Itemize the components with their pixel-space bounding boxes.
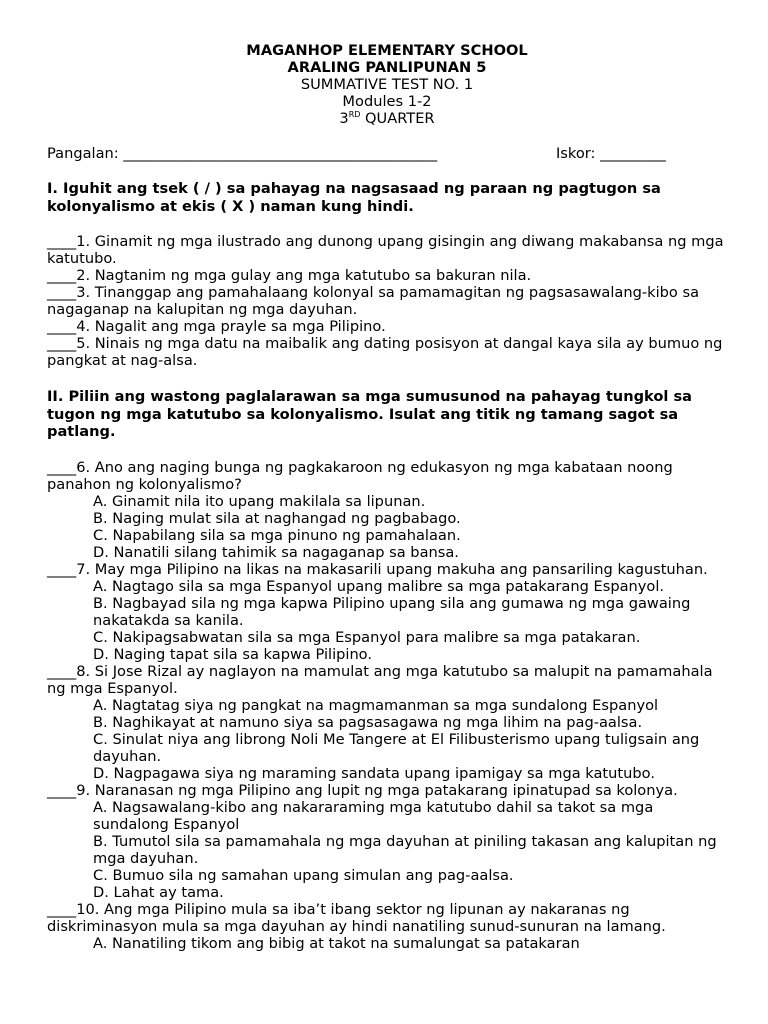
question-7-option-b: B. Nagbayad sila ng mga kapwa Pilipino upang sila ang gumawa ng mga gawaing nakatakda sa kanila. bbox=[93, 594, 691, 629]
question-8-option-b: B. Naghikayat at namuno siya sa pagsasagawa ng mga lihim na pag-aalsa. bbox=[93, 713, 643, 731]
question-7-option-c: C. Nakipagsabwatan sila sa mga Espanyol para malibre sa mga patakaran. bbox=[93, 628, 641, 646]
part1-item-4: ____4. Nagalit ang mga prayle sa mga Pilipino. bbox=[47, 318, 386, 335]
question-7-option-d: D. Naging tapat sila sa kapwa Pilipino. bbox=[93, 645, 372, 663]
part1-item-1: ____1. Ginamit ng mga ilustrado ang dunong upang gisingin ang diwang makabansa ng mga katutubo. bbox=[47, 233, 724, 267]
question-9-option-a: A. Nagsawalang-kibo ang nakararaming mga katutubo dahil sa takot sa mga sundalong Espanyol bbox=[93, 798, 654, 833]
part1-items bbox=[47, 233, 727, 369]
score-field[interactable]: Iskor: _________ bbox=[556, 145, 666, 162]
part1-item-5: ____5. Ninais ng mga datu na maibalik ang dating posisyon at dangal kaya sila ay bumuo ng pangkat at nag-alsa. bbox=[47, 335, 723, 369]
part2-items bbox=[47, 459, 727, 952]
question-8-option-d: D. Nagpagawa siya ng maraming sandata upang ipamigay sa mga katutubo. bbox=[93, 764, 655, 782]
question-8: ____8. Si Jose Rizal ay naglayon na mamulat ang mga katutubo sa malupit na pamamahala ng mga Espanyol. bbox=[47, 662, 713, 697]
test-title: SUMMATIVE TEST NO. 1 bbox=[300, 76, 474, 93]
part1-item-2: ____2. Nagtanim ng mga gulay ang mga katutubo sa bakuran nila. bbox=[47, 267, 532, 284]
part2-instruction: II. Piliin ang wastong paglalarawan sa mga sumusunod na pahayag tungkol sa tugon ng mga katutubo sa kolonyalismo. Isulat ang titik ng tamang sagot sa patlang. bbox=[47, 388, 692, 440]
quarter-number: 3 bbox=[339, 110, 349, 127]
name-score-row bbox=[47, 145, 727, 162]
question-6-option-c: C. Napabilang sila sa mga pinuno ng pamahalaan. bbox=[93, 526, 461, 544]
question-6-option-a: A. Ginamit nila ito upang makilala sa lipunan. bbox=[93, 492, 426, 510]
question-9: ____9. Naranasan ng mga Pilipino ang lupit ng mga patakarang ipinatupad sa kolonya. bbox=[47, 781, 678, 799]
question-7: ____7. May mga Pilipino na likas na makasarili upang makuha ang pansariling kagustuhan. bbox=[47, 560, 708, 578]
question-10-option-a: A. Nanatiling tikom ang bibig at takot na sumalungat sa patakaran bbox=[93, 934, 580, 952]
quarter-suffix: RD bbox=[348, 110, 361, 119]
question-9-option-d: D. Lahat ay tama. bbox=[93, 883, 224, 901]
name-field[interactable]: Pangalan: ___________________________________________ bbox=[47, 145, 438, 162]
part1-instruction: I. Iguhit ang tsek ( / ) sa pahayag na nagsasaad ng paraan ng pagtugon sa kolonyalismo at ekis ( X ) naman kung hindi. bbox=[47, 180, 661, 215]
question-8-option-c: C. Sinulat niya ang librong Noli Me Tangere at El Filibusterismo upang tuligsain ang dayuhan. bbox=[93, 730, 700, 765]
question-8-option-a: A. Nagtatag siya ng pangkat na magmamanman sa mga sundalong Espanyol bbox=[93, 696, 659, 714]
question-10: ____10. Ang mga Pilipino mula sa iba’t ibang sektor ng lipunan ay nakaranas ng diskriminasyon mula sa mga dayuhan ay hindi nanatiling sunud-sunuran na lamang. bbox=[47, 900, 666, 935]
modules-label: Modules 1-2 bbox=[342, 93, 432, 110]
header bbox=[47, 42, 727, 127]
test-paper bbox=[47, 0, 727, 952]
quarter-label bbox=[47, 110, 727, 127]
question-6-option-b: B. Naging mulat sila at naghangad ng pagbabago. bbox=[93, 509, 461, 527]
subject-title: ARALING PANLIPUNAN 5 bbox=[287, 59, 487, 76]
school-name: MAGANHOP ELEMENTARY SCHOOL bbox=[246, 42, 528, 59]
question-7-option-a: A. Nagtago sila sa mga Espanyol upang malibre sa mga patakarang Espanyol. bbox=[93, 577, 665, 595]
part1-item-3: ____3. Tinanggap ang pamahalaang kolonyal sa pamamagitan ng pagsasawalang-kibo sa nagaganap na kalupitan ng mga dayuhan. bbox=[47, 284, 700, 318]
question-9-option-c: C. Bumuo sila ng samahan upang simulan ang pag-aalsa. bbox=[93, 866, 514, 884]
question-9-option-b: B. Tumutol sila sa pamamahala ng mga dayuhan at piniling takasan ang kalupitan ng mga dayuhan. bbox=[93, 832, 717, 867]
question-6-option-d: D. Nanatili silang tahimik sa nagaganap sa bansa. bbox=[93, 543, 459, 561]
quarter-word: QUARTER bbox=[360, 110, 435, 127]
question-6: ____6. Ano ang naging bunga ng pagkakaroon ng edukasyon ng mga kabataan noong panahon ng kolonyalismo? bbox=[47, 458, 673, 493]
